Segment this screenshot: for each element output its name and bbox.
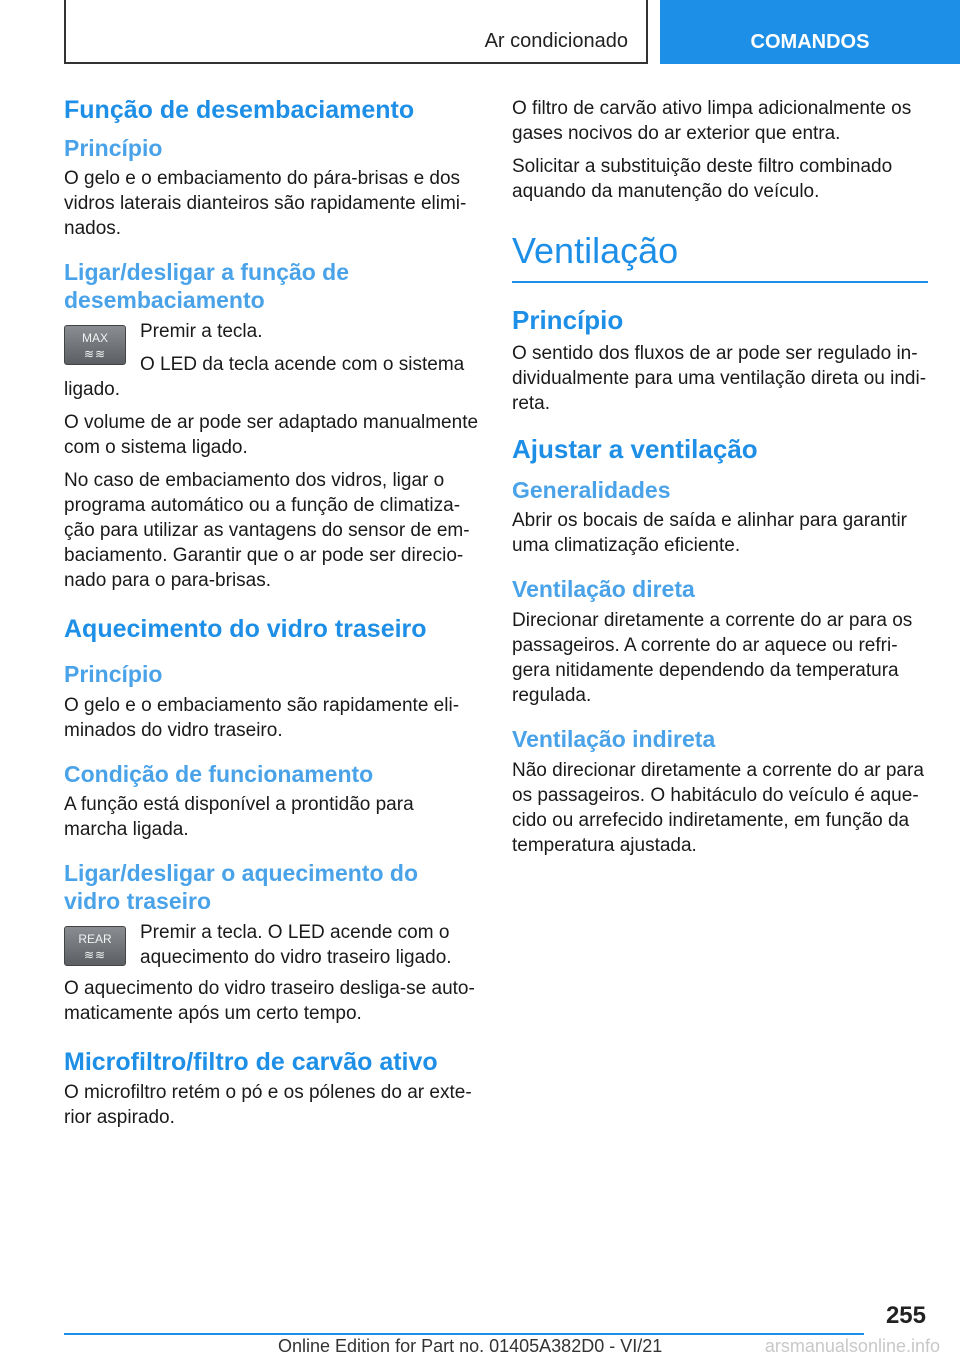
rear-condition-title: Condição de funcionamento — [64, 760, 374, 787]
microfilter-title: Microfiltro/filtro de carvão ativo — [64, 1047, 438, 1076]
page-number: 255 — [885, 1302, 926, 1329]
defrost-press-text: Premir a tecla. — [140, 320, 263, 342]
defrost-principle-title: Princípio — [64, 134, 163, 161]
rear-label: REAR — [78, 931, 112, 946]
rear-press-text: Premir a tecla. O LED acende com o aquecimento do vidro traseiro ligado. — [140, 921, 452, 968]
general-text: Abrir os bocais de saída e alinhar para garantir uma climatização eficiente. — [512, 510, 908, 557]
rear-button-block — [64, 920, 480, 976]
footer-rule — [64, 1333, 864, 1335]
header-section-title: Ar condicionado — [484, 30, 628, 52]
section-microfilter — [64, 1048, 480, 1131]
right-column — [512, 96, 928, 866]
vent-principle-text: O sentido dos fluxos de ar pode ser regulado individualmente para uma ventilação direta ou indireta. — [512, 342, 927, 414]
footer-edition: Online Edition for Part no. 01405A382D0 - VI/21 — [278, 1336, 663, 1356]
ventilation-rule — [512, 281, 928, 283]
heat-wave-icon: ≋≋ — [83, 947, 107, 962]
header-chapter-tab[interactable]: COMANDOS — [660, 0, 960, 64]
defrost-principle-text: O gelo e o embaciamento do pára-brisas e dos vidros laterais dianteiros são rapidamente eliminados. — [64, 168, 467, 240]
indirect-vent-text: Não direcionar diretamente a corrente do ar para os passageiros. O habitáculo do veículo é aquecido ou arrefecido indiretamente, em função da temperatura ajustada. — [512, 759, 924, 856]
max-defrost-button-icon — [64, 325, 126, 365]
defrost-title: Função de desembaciamento — [64, 96, 415, 124]
indirect-vent-title: Ventilação indireta — [512, 725, 716, 752]
defrost-toggle-title: Ligar/desligar a função de desembaciamento — [64, 259, 350, 313]
vent-principle-title: Princípio — [512, 305, 624, 336]
rear-principle-text: O gelo e o embaciamento são rapidamente eliminados do vidro traseiro. — [64, 694, 460, 741]
left-column — [64, 96, 480, 1152]
microfilter-text: O microfiltro retém o pó e os pólenes do ar exterior aspirado. — [64, 1082, 472, 1129]
filter-text-2: Solicitar a substituição deste filtro combinado aquando da manutenção do veículo. — [512, 156, 893, 202]
defrost-button-block — [64, 319, 480, 402]
rear-condition-text: A função está disponível a prontidão para marcha ligada. — [64, 794, 414, 841]
heat-wave-icon: ≋≋ — [83, 346, 107, 361]
direct-vent-title: Ventilação direta — [512, 576, 695, 603]
ventilation-title: Ventilação — [512, 230, 679, 271]
rear-principle-title: Princípio — [64, 661, 163, 688]
header-box — [64, 0, 648, 64]
general-title: Generalidades — [512, 476, 671, 503]
defrost-volume-text: O volume de ar pode ser adaptado manualmente com o sistema ligado. — [64, 411, 479, 458]
section-defrost — [64, 96, 480, 593]
footer-watermark: arsmanualsonline.info — [764, 1336, 940, 1356]
rear-window-title: Aquecimento do vidro traseiro — [64, 614, 427, 643]
max-label: MAX — [81, 330, 108, 345]
rear-toggle-title: Ligar/desligar o aquecimento do vidro traseiro — [64, 860, 419, 915]
defrost-fogging-text: No caso de embaciamento dos vidros, ligar o programa automático ou a função de climatização para utilizar as vantagens do sensor de embaciamento. Garantir que o ar pode ser direcionado para o para-brisas. — [64, 469, 470, 591]
section-rear-window — [64, 615, 480, 1026]
adjust-vent-title: Ajustar a ventilação — [512, 433, 758, 464]
rear-defrost-button-icon — [64, 926, 126, 966]
rear-auto-text: O aquecimento do vidro traseiro desliga-se automaticamente após um certo tempo. — [64, 977, 475, 1024]
filter-text-1: O filtro de carvão ativo limpa adicionalmente os gases nocivos do ar exterior que entra. — [512, 98, 912, 144]
defrost-led-text: O LED da tecla acende com o sistema ligado. — [64, 353, 465, 400]
direct-vent-text: Direcionar diretamente a corrente do ar para os passageiros. A corrente do ar aquece ou refrigera nitidamente dependendo da temperatura regulada. — [512, 609, 913, 706]
